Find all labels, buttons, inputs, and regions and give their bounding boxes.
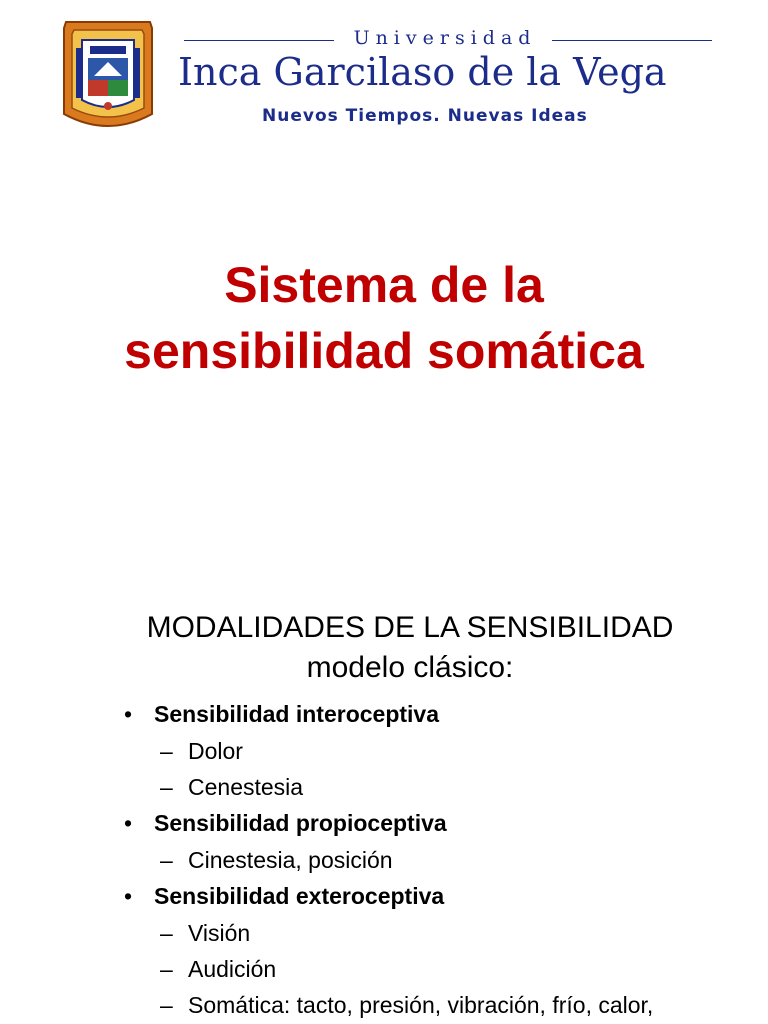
list-item-label: Sensibilidad propioceptiva — [154, 810, 447, 836]
dash-icon: – — [160, 738, 173, 764]
sub-list-item — [0, 951, 768, 987]
list-item — [0, 878, 768, 1023]
dash-icon: – — [160, 992, 173, 1018]
slide-subtitle-line-1: MODALIDADES DE LA SENSIBILIDAD — [146, 611, 674, 644]
list-item-label: Sensibilidad interoceptiva — [154, 701, 440, 727]
slide-subtitle-line-2: modelo clásico: — [306, 651, 514, 684]
sub-list-item-label: Dolor — [188, 738, 243, 764]
bullet-icon: • — [124, 701, 133, 727]
list-item-label: Sensibilidad exteroceptiva — [154, 883, 445, 909]
header — [0, 0, 768, 150]
university-name: Inca Garcilaso de la Vega — [178, 50, 667, 94]
sub-list-item — [0, 769, 768, 805]
bullet-icon: • — [124, 810, 133, 836]
sub-list-item-label: Visión — [188, 920, 251, 946]
dash-icon: – — [160, 956, 173, 982]
bullet-icon: • — [124, 883, 133, 909]
university-motto: Nuevos Tiempos. Nuevas Ideas — [262, 106, 588, 126]
sub-list-item-label: Cenestesia — [188, 774, 304, 800]
university-label: Universidad — [353, 27, 537, 49]
list-item — [0, 805, 768, 878]
sub-list-item — [0, 842, 768, 878]
sub-list-item — [0, 915, 768, 951]
slide-subtitle — [80, 608, 740, 688]
sub-list-item-label: Somática: tacto, presión, vibración, frío, calor, — [188, 992, 654, 1018]
sub-list-item-label: Cinestesia, posición — [188, 847, 393, 873]
university-seal-icon — [60, 18, 156, 134]
slide-title — [0, 252, 768, 384]
header-rule-right — [552, 40, 712, 41]
dash-icon: – — [160, 774, 173, 800]
header-rule-left — [184, 40, 334, 41]
dash-icon: – — [160, 920, 173, 946]
slide-title-line-1: Sistema de la — [224, 257, 544, 313]
dash-icon: – — [160, 847, 173, 873]
list-item — [0, 696, 768, 805]
sub-list-item — [0, 987, 768, 1023]
sub-list-item — [0, 733, 768, 769]
sub-list-item-label: Audición — [188, 956, 277, 982]
slide-title-line-2: sensibilidad somática — [124, 323, 644, 379]
modalities-list — [0, 696, 768, 1023]
